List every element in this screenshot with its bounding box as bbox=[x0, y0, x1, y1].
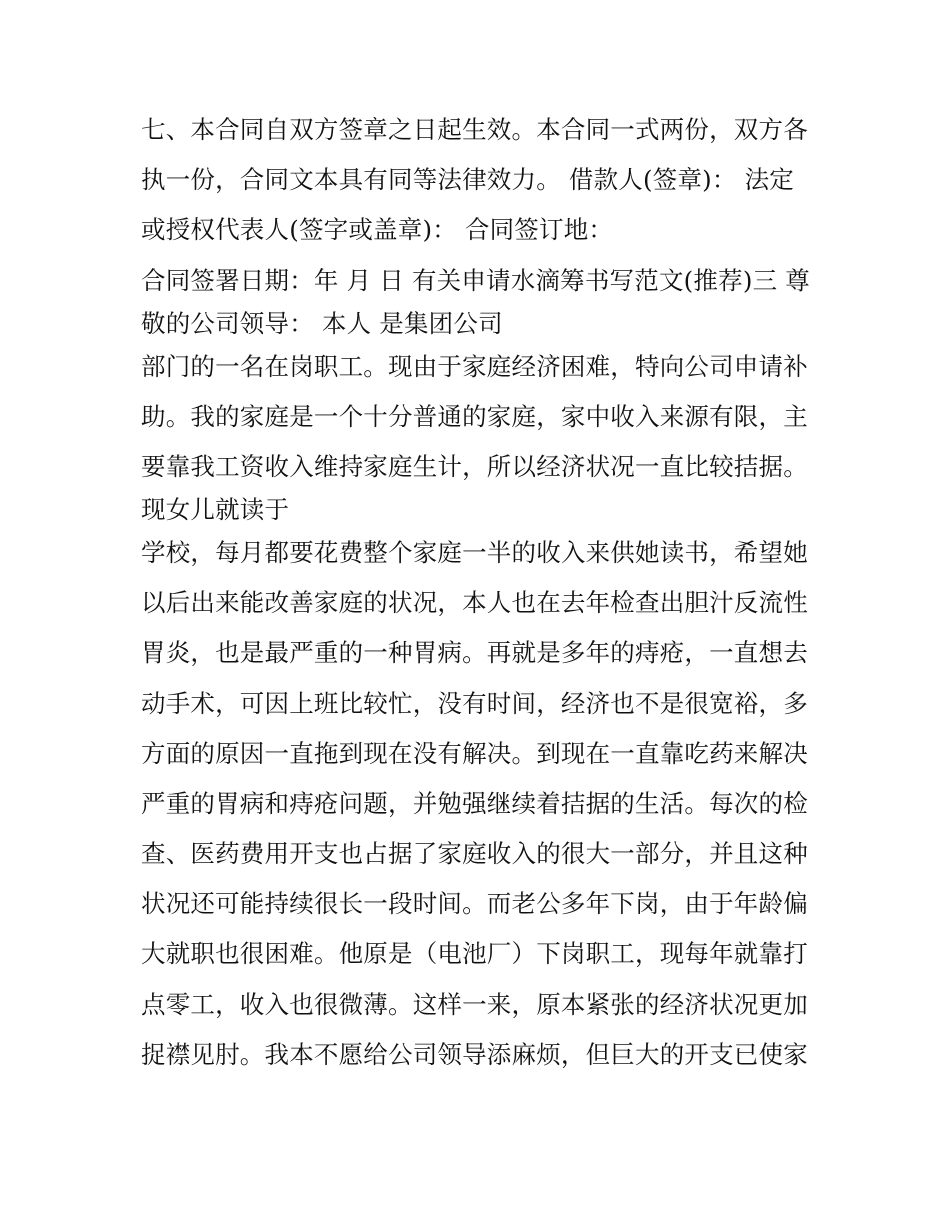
text-line: 七、本合同自双方签章之日起生效。本合同一式两份，双方各 bbox=[141, 115, 808, 144]
text-line: 现女儿就读于 bbox=[141, 494, 290, 524]
text-line: 查、医药费用开支也占据了家庭收入的很大一部分，并且这种 bbox=[141, 839, 808, 869]
text-line: 要靠我工资收入维持家庭生计，所以经济状况一直比较拮据。 bbox=[141, 451, 808, 481]
text-line: 严重的胃病和痔疮问题，并勉强继续着拮据的生活。每次的检 bbox=[141, 788, 808, 818]
text-line: 助。我的家庭是一个十分普通的家庭，家中收入来源有限，主 bbox=[141, 401, 808, 431]
text-line: 敬的公司领导： 本人 是集团公司 bbox=[141, 308, 503, 338]
text-line: 捉襟见肘。我本不愿给公司领导添麻烦，但巨大的开支已使家 bbox=[141, 1039, 808, 1069]
text-line: 动手术，可因上班比较忙，没有时间，经济也不是很宽裕，多 bbox=[141, 688, 808, 718]
text-line: 部门的一名在岗职工。现由于家庭经济困难，特向公司申请补 bbox=[141, 351, 808, 381]
text-line: 或授权代表人(签字或盖章)： 合同签订地： bbox=[141, 215, 614, 245]
text-line: 胃炎，也是最严重的一种胃病。再就是多年的痔疮，一直想去 bbox=[141, 638, 808, 668]
text-line: 执一份，合同文本具有同等法律效力。 借款人(签章)： 法定 bbox=[141, 165, 794, 195]
document-body bbox=[141, 110, 821, 1085]
text-line: 合同签署日期：年 月 日 有关申请水滴筹书写范文(推荐)三 尊 bbox=[141, 265, 810, 295]
text-line: 以后出来能改善家庭的状况，本人也在去年检查出胆汁反流性 bbox=[141, 588, 808, 618]
text-line: 状况还可能持续很长一段时间。而老公多年下岗，由于年龄偏 bbox=[141, 889, 808, 919]
text-line: 方面的原因一直拖到现在没有解决。到现在一直靠吃药来解决 bbox=[141, 738, 808, 768]
text-line: 大就职也很困难。他原是（电池厂）下岗职工，现每年就靠打 bbox=[141, 939, 808, 969]
text-line: 学校，每月都要花费整个家庭一半的收入来供她读书，希望她 bbox=[141, 537, 808, 567]
text-line: 点零工，收入也很微薄。这样一来，原本紧张的经济状况更加 bbox=[141, 989, 808, 1019]
